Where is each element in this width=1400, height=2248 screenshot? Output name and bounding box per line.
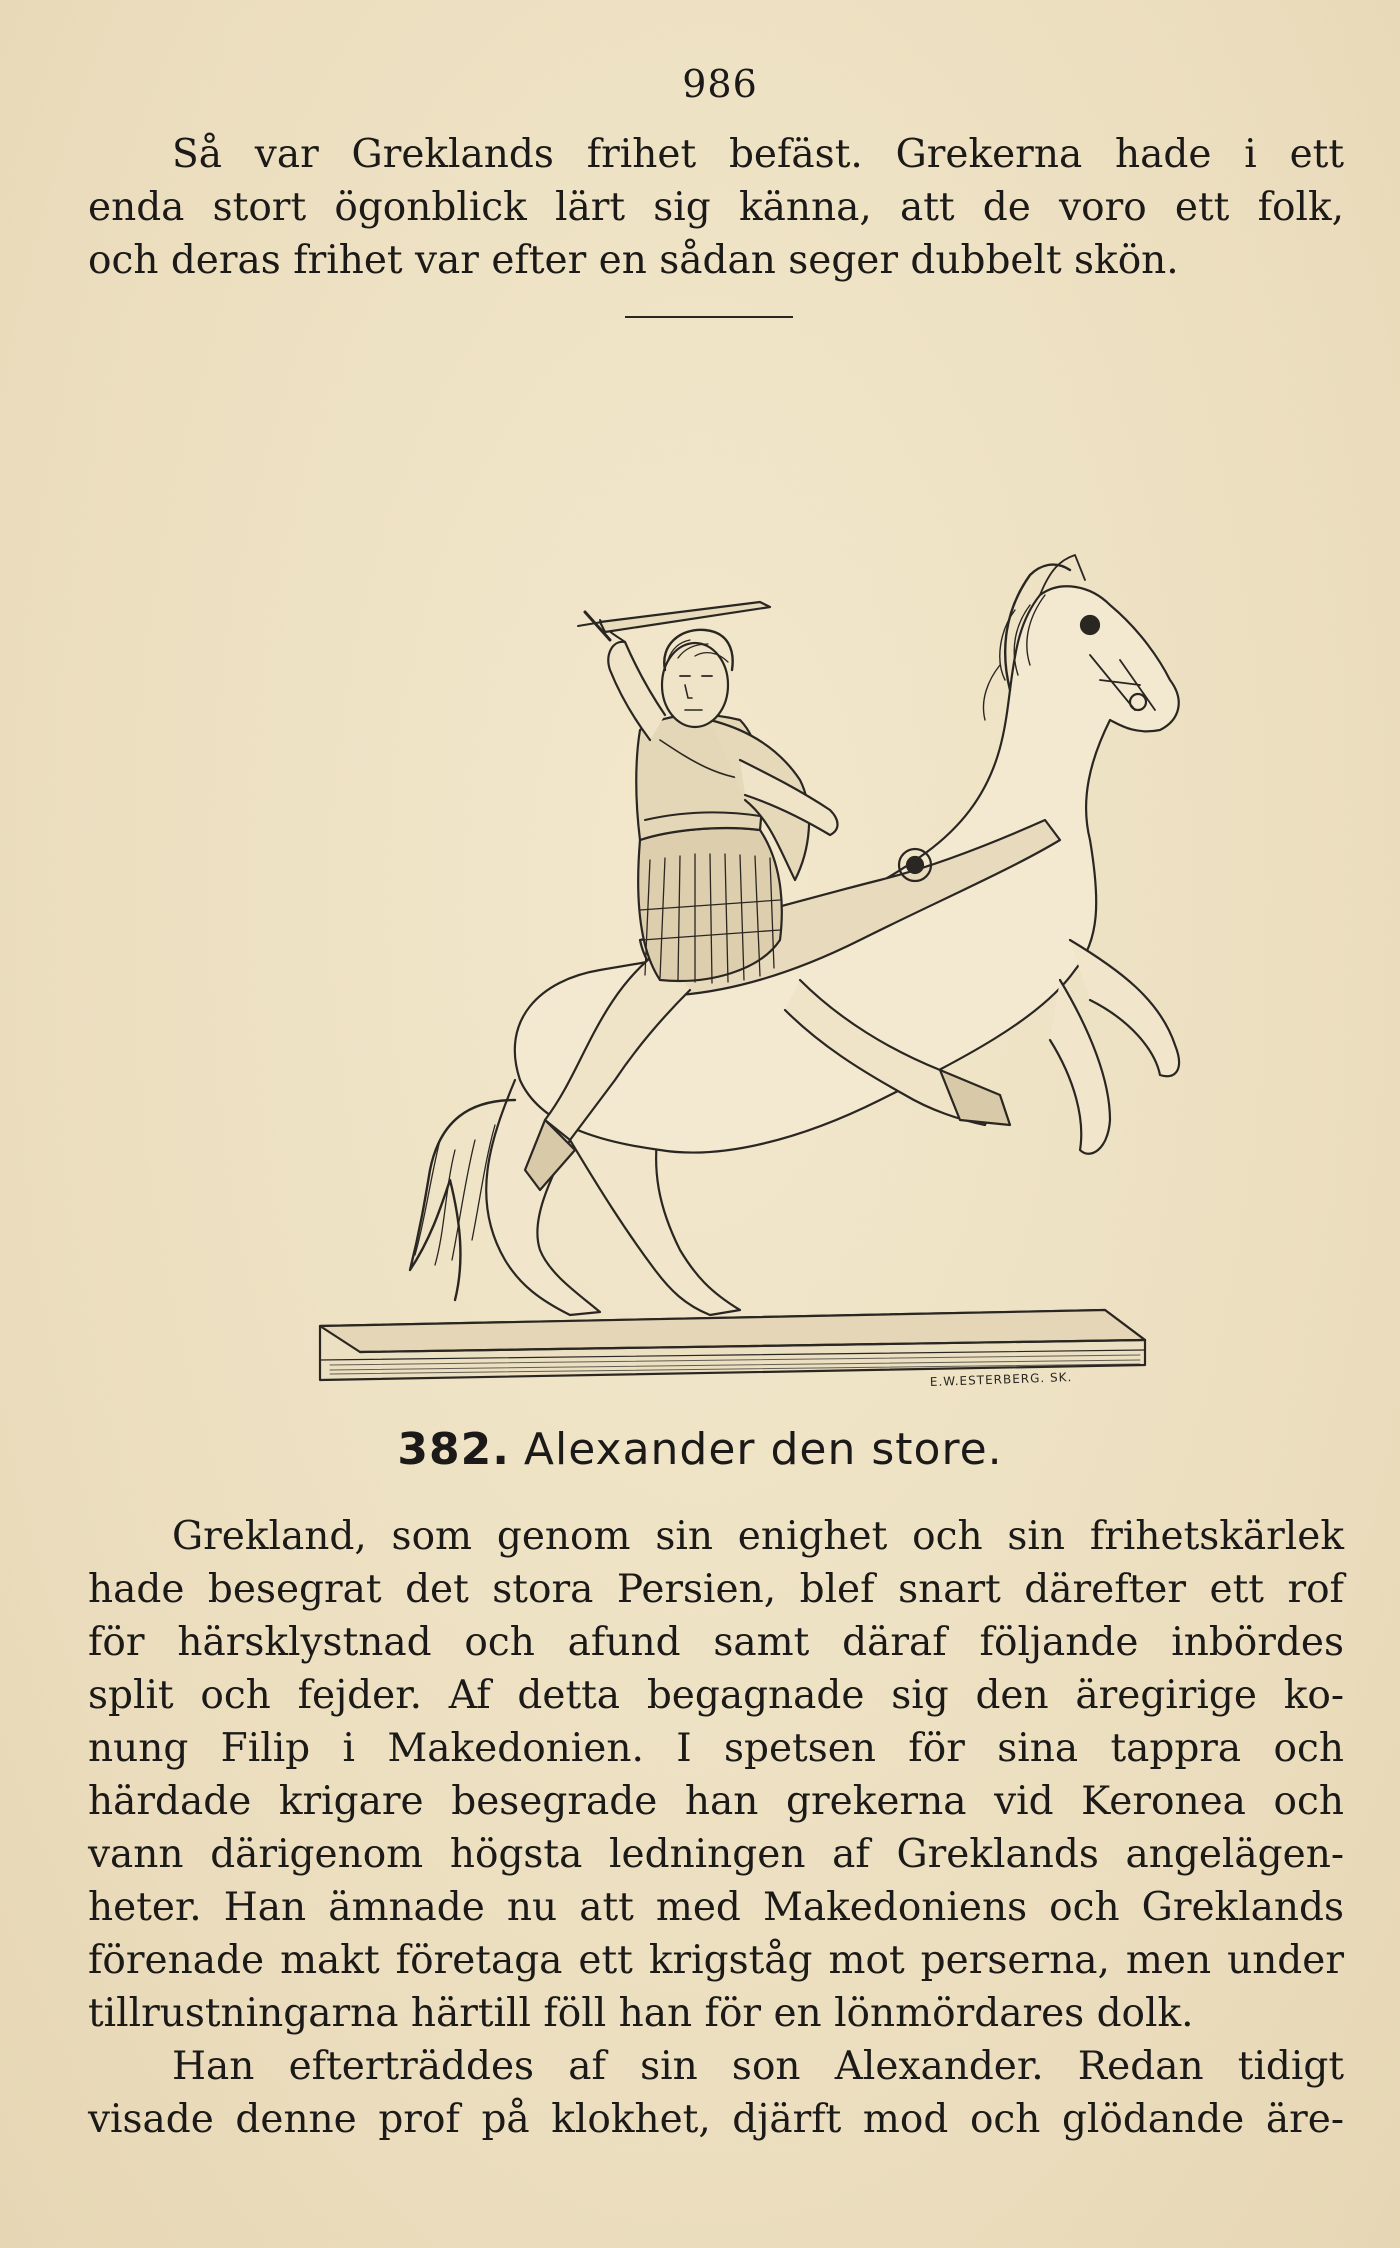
text-line: tillrustningarna härtill föll han för en lönmördares dolk. [88, 1991, 1194, 2036]
text-line: härdade krigare besegrade han grekerna vid Keronea och [88, 1779, 1344, 1824]
figure-number: 382. [397, 1424, 510, 1475]
figure-title: Alexander den store. [523, 1424, 1003, 1475]
text-line: vann därigenom högsta ledningen af Greklands angelägen- [88, 1832, 1344, 1877]
text-line: och deras frihet var efter en sådan seger dubbelt skön. [88, 238, 1179, 283]
section-divider [625, 316, 793, 318]
engraver-signature: E.W.ESTERBERG. SK. [929, 1370, 1073, 1389]
text-line: visade denne prof på klokhet, djärft mod och glödande äre- [88, 2097, 1344, 2142]
text-line: split och fejder. Af detta begagnade sig den äregirige ko- [88, 1673, 1344, 1718]
text-line: Så var Greklands frihet befäst. Grekerna hade i ett [172, 132, 1344, 177]
text-line: enda stort ögonblick lärt sig känna, att de voro ett folk, [88, 185, 1344, 230]
text-line: Han efterträddes af sin son Alexander. Redan tidigt [172, 2044, 1344, 2089]
page-number: 986 [682, 62, 758, 106]
text-line: nung Filip i Makedonien. I spetsen för sina tappra och [88, 1726, 1344, 1771]
text-line: förenade makt företaga ett krigståg mot perserna, men under [88, 1938, 1344, 1983]
text-line: Grekland, som genom sin enighet och sin frihetskärlek [172, 1514, 1344, 1559]
figure-caption [0, 1424, 1400, 1475]
alexander-statue-engraving [240, 380, 1200, 1390]
text-line: heter. Han ämnade nu att med Makedoniens och Greklands [88, 1885, 1344, 1930]
text-line: för härsklystnad och afund samt däraf följande inbördes [88, 1620, 1344, 1665]
main-paragraph [88, 1510, 1344, 2146]
text-line: hade besegrat det stora Persien, blef snart därefter ett rof [88, 1567, 1344, 1612]
intro-paragraph [88, 128, 1344, 287]
